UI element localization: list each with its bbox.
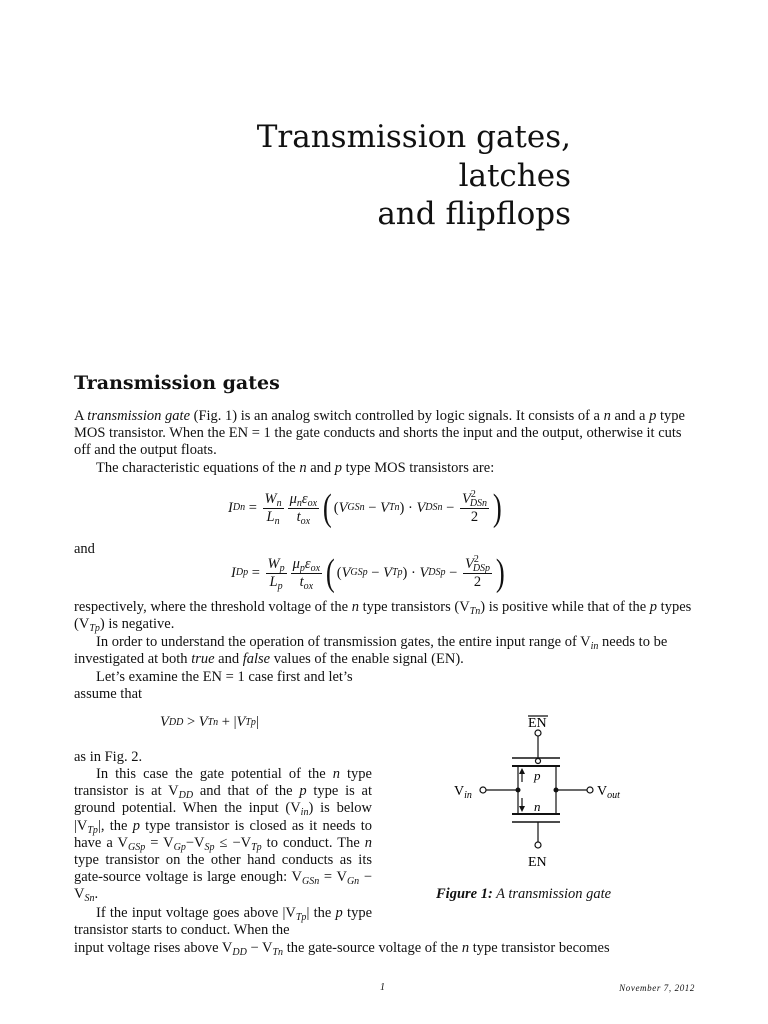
- paragraph-intro: A transmission gate (Fig. 1) is an analog switch controlled by logic signals. It consists of a n and a p type MOS transistor. When the EN = 1 the gate conducts and shorts the input and the output, otherwise it cuts off and the output floats.: [74, 408, 685, 459]
- paragraph-as-in-fig2: as in Fig. 2.: [74, 749, 143, 765]
- equation-vdd-condition: V DD > V Tn + | V Tp |: [160, 714, 259, 730]
- vin-label: $V_{in}$: [454, 784, 472, 801]
- vout-terminal: [587, 787, 593, 793]
- transmission-gate-diagram: [448, 710, 628, 870]
- en-bottom-terminal: [535, 842, 541, 848]
- n-body-arrow: [519, 806, 525, 812]
- paragraph-equations-intro: The characteristic equations of the n and p type MOS transistors are:: [96, 460, 495, 476]
- paragraph-rises-above: input voltage rises above $V_{DD} - V_{Tn}$ the gate-source voltage of the n type transistor becomes: [74, 940, 610, 958]
- output-node: [554, 788, 559, 793]
- word-and: and: [74, 541, 95, 557]
- p-label: p: [534, 768, 541, 783]
- paragraph-input-above: If the input voltage goes above $|V_{Tp}|$ the p type transistor starts to conduct. When the: [74, 905, 373, 939]
- title-line-3: and flipflops: [377, 196, 571, 232]
- section-heading: Transmission gates: [74, 372, 280, 394]
- paragraph-en1: Let’s examine the EN = 1 case first and let’s assume that: [74, 669, 353, 703]
- en-bottom-label: EN: [528, 855, 547, 870]
- equation-idp: I Dp = $\frac{W_p}{L_p}$ $\frac{\mu_p\varepsilon_{ox}}{t_{ox}}$ ( ( V GSp − V Tp ) · V DSp − $\frac{V^2_{DSp}}{2}$ ): [231, 552, 505, 594]
- paragraph-gate-potential: In this case the gate potential of the n type transistor is at $V_{DD}$ and that of the p type is at ground potential. When the input $(V_{in})$ is below $|V_{Tp}|$, the p type transistor is closed as it needs to have a $V_{GSp} = V_{Gp}-V_{Sp} \le -V_{Tp}$ to conduct. The n type transistor on the other hand conducts as its gate-source voltage is large enough: $V_{GSn} = V_{Gn} - V_{Sn}$.: [74, 766, 373, 905]
- footer-date: November 7, 2012: [619, 983, 695, 993]
- figure-caption: Figure 1: A transmission gate: [436, 886, 612, 902]
- equation-idn: I Dn = $\frac{W_n}{L_n}$ $\frac{\mu_n\varepsilon_{ox}}{t_{ox}}$ ( ( V GSn − V Tn ) · V DSn − $\frac{V^2_{DSn}}{2}$ ): [228, 487, 502, 529]
- document-title: [257, 118, 571, 234]
- input-node: [516, 788, 521, 793]
- title-line-1: Transmission gates,: [256, 119, 571, 155]
- paragraph-input-range: In order to understand the operation of transmission gates, the entire input range of $V_{in}$ needs to be investigated at both true and false values of the enable signal (EN).: [74, 634, 668, 668]
- p-body-arrow: [519, 768, 525, 774]
- page-number: 1: [380, 982, 385, 993]
- title-line-2: latches: [458, 157, 571, 194]
- paragraph-threshold: respectively, where the threshold voltage of the n type transistors $(V_{Tn})$ is positive while that of the p types $(V_{Tp})$ is negative.: [74, 599, 692, 635]
- en-top-label: EN: [528, 716, 547, 731]
- n-label: n: [534, 799, 541, 814]
- vout-label: $V_{out}$: [597, 784, 620, 801]
- p-gate-bubble: [536, 759, 541, 764]
- vin-terminal: [480, 787, 486, 793]
